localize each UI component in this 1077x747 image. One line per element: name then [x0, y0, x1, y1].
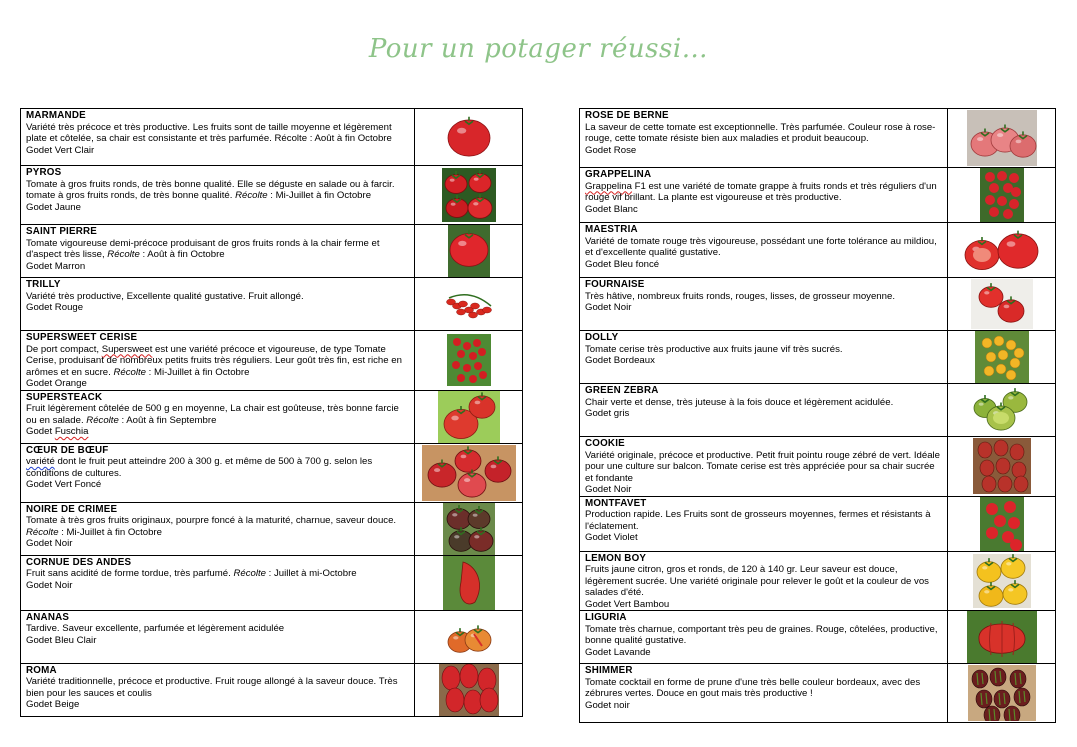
- variety-row: [21, 225, 523, 278]
- variety-description: [585, 397, 944, 409]
- noire-de-crimee-photo: [443, 503, 495, 555]
- pot-color-label: Godet Orange: [26, 378, 87, 389]
- description-segment: Fruit sans acidité de forme tordue, très parfumé.: [26, 568, 234, 579]
- variety-name: ROSE DE BERNE: [585, 110, 669, 121]
- page-title: Pour un potager réussi…: [368, 34, 709, 64]
- pot-color-label: Godet Beige: [26, 699, 80, 710]
- description-segment: : Mi-Juillet à fin Octobre: [145, 366, 250, 378]
- variety-row: [21, 166, 523, 225]
- variety-description-cell: [21, 109, 415, 166]
- cookie-photo: [973, 438, 1031, 494]
- variety-row: [580, 384, 1056, 437]
- description-segment: Supersweet: [101, 343, 153, 355]
- variety-photo-cell: [948, 437, 1056, 497]
- variety-description: [26, 122, 411, 145]
- pot-color-label: Godet Rose: [585, 144, 637, 156]
- variety-photo-cell: [415, 278, 523, 331]
- coeur-de-boeuf-photo: [422, 445, 516, 501]
- variety-description-cell: [21, 663, 415, 716]
- description-segment: Variété traditionnelle, précoce et productive. Fruit rouge allongé à la saveur douce. Très bien pour les sauces et coulis: [26, 676, 398, 699]
- variety-row: [21, 555, 523, 610]
- pot-color-label: Godet Noir: [26, 538, 73, 549]
- ananas-photo: [444, 616, 494, 658]
- variety-name: ROMA: [26, 664, 57, 676]
- pot-color-label: Godet Bordeaux: [585, 355, 655, 366]
- variety-description: [26, 403, 411, 426]
- description-segment: Récolte: [26, 526, 59, 538]
- variety-description-cell: [580, 551, 948, 611]
- description-segment: Tomate cerise très productive aux fruits jaune vif très sucrés.: [585, 343, 843, 355]
- variety-description: [26, 344, 411, 379]
- description-segment: variété: [26, 456, 55, 467]
- description-segment: Chair verte et dense, très juteuse à la fois douce et légèrement acidulée.: [585, 396, 894, 408]
- description-segment: Très hâtive, nombreux fruits ronds, rouges, lisses, de grosseur moyenne.: [585, 290, 895, 302]
- description-segment: est une variété précoce et vigoureuse, de type Tomate Cerise, produisant de nombreux petits fruits très réguliers. Leur goût très fin, est riche en arômes et en sucre.: [26, 343, 402, 378]
- variety-description: [585, 509, 944, 532]
- variety-name: FOURNAISE: [585, 279, 645, 290]
- description-segment: Tomate très charnue, comportant très peu de graines. Rouge, côtelées, productive, bonne qualité gustative.: [585, 623, 938, 646]
- variety-row: [21, 663, 523, 716]
- variety-photo-cell: [948, 331, 1056, 384]
- variety-name: CORNUE DES ANDES: [26, 556, 132, 568]
- variety-photo-cell: [415, 610, 523, 663]
- maestria-photo: [962, 223, 1042, 277]
- variety-description: [26, 456, 411, 479]
- roma-photo: [439, 664, 499, 716]
- description-segment: Fruit légèrement côtelée de 500 g en moyenne, La chair est goûteuse, très bonne farcie ou en salade.: [26, 403, 399, 426]
- variety-row: [21, 443, 523, 502]
- variety-description: [585, 291, 944, 303]
- variety-row: [21, 610, 523, 663]
- shimmer-photo: [968, 665, 1036, 721]
- variety-description: [585, 344, 944, 356]
- description-segment: Variété de tomate rouge très vigoureuse, possédant une forte tolérance au mildiou, et d'excellente qualité gustative.: [585, 235, 937, 258]
- description-segment: Tomate à très gros fruits originaux, pourpre foncé à la maturité, charnue, saveur douce.: [26, 515, 397, 526]
- variety-description-cell: [21, 502, 415, 555]
- variety-row: [580, 437, 1056, 497]
- variety-name: SUPERSTEACK: [26, 391, 103, 403]
- description-segment: Variété très précoce et très productive. Les fruits sont de taille moyenne et légèrement plate et côtelée, sa chair est consistante et très parfumée. Récolte : Août à fin Octobre: [26, 121, 392, 144]
- pot-color-label: Godet Vert Clair: [26, 144, 95, 156]
- variety-name: MARMANDE: [26, 110, 86, 121]
- variety-photo-cell: [948, 496, 1056, 551]
- variety-row: [580, 551, 1056, 611]
- description-segment: Récolte: [235, 190, 268, 201]
- variety-photo-cell: [415, 390, 523, 443]
- lemon-boy-photo: [973, 554, 1031, 608]
- variety-row: [580, 278, 1056, 331]
- supersteack-photo: [438, 391, 500, 443]
- variety-photo-cell: [948, 278, 1056, 331]
- variety-row: [21, 109, 523, 166]
- description-segment: Variété très productive, Excellente qualité gustative. Fruit allongé.: [26, 290, 304, 302]
- variety-description-cell: [580, 384, 948, 437]
- variety-name: LEMON BOY: [585, 552, 647, 564]
- variety-description-cell: [21, 443, 415, 502]
- pot-color-label: Godet Vert Bambou: [585, 598, 670, 610]
- variety-name: DOLLY: [585, 332, 619, 343]
- description-segment: : Mi-Juillet à fin Octobre: [58, 526, 162, 538]
- variety-description-cell: [21, 278, 415, 331]
- variety-photo-cell: [415, 555, 523, 610]
- description-segment: Récolte: [233, 568, 266, 579]
- saint-pierre-photo: [448, 225, 490, 277]
- left-variety-table: [20, 108, 523, 717]
- variety-description: [26, 515, 411, 538]
- trilly-photo: [443, 284, 495, 324]
- montfavet-photo: [980, 497, 1024, 551]
- variety-name: LIGURIA: [585, 612, 627, 623]
- description-segment: F1 est une variété de tomate grappe à fruits ronds et très réguliers d'un rouge vif brillant. La plante est vigoureuse et très productive.: [585, 180, 937, 203]
- pot-color-label: Godet Marron: [26, 260, 86, 272]
- description-segment: Récolte: [86, 414, 119, 426]
- variety-photo-cell: [948, 611, 1056, 664]
- variety-photo-cell: [415, 502, 523, 555]
- description-segment: Tomate vigoureuse demi-précoce produisant de gros fruits ronds à la chair ferme et d'aspect très lisse,: [26, 237, 380, 260]
- variety-name: PYROS: [26, 167, 62, 178]
- grappelina-photo: [980, 168, 1024, 222]
- pot-color-label: Godet gris: [585, 408, 630, 419]
- description-segment: Récolte: [113, 366, 146, 378]
- variety-photo-cell: [948, 223, 1056, 278]
- variety-description-cell: [580, 109, 948, 168]
- variety-photo-cell: [415, 225, 523, 278]
- variety-description: [585, 181, 944, 204]
- description-segment: Tomate cocktail en forme de prune d'une très belle couleur bordeaux, avec des zébrures vertes. Douce en gout mais très productive !: [585, 676, 921, 699]
- description-segment: : Août à fin Octobre: [139, 249, 225, 260]
- description-segment: : Août à fin Septembre: [118, 414, 217, 426]
- variety-row: [21, 390, 523, 443]
- variety-photo-cell: [948, 384, 1056, 437]
- variety-description: [26, 676, 411, 699]
- variety-description-cell: [21, 390, 415, 443]
- pot-color-label: Godet Jaune: [26, 201, 81, 213]
- variety-description-cell: [580, 168, 948, 223]
- variety-row: [580, 223, 1056, 278]
- variety-name: GRAPPELINA: [585, 169, 652, 180]
- variety-description: [26, 568, 411, 580]
- variety-row: [21, 278, 523, 331]
- variety-description-cell: [580, 611, 948, 664]
- green-zebra-photo: [971, 386, 1033, 434]
- variety-photo-cell: [415, 109, 523, 166]
- variety-description-cell: [21, 555, 415, 610]
- variety-name: MONTFAVET: [585, 497, 647, 509]
- pot-color-text: Godet Fuschia: [26, 426, 89, 437]
- description-segment: Production rapide. Les Fruits sont de grosseurs moyennes, fermes et résistants à l'éclatement.: [585, 509, 931, 532]
- pot-color-label: Godet Violet: [585, 532, 638, 543]
- variety-name: COOKIE: [585, 438, 625, 449]
- variety-row: [580, 168, 1056, 223]
- variety-photo-cell: [948, 551, 1056, 611]
- description-segment: Tardive. Saveur excellente, parfumée et légèrement acidulée: [26, 623, 285, 634]
- description-segment: Variété originale, précoce et productive. Petit fruit pointu rouge zébré de vert. Idéale pour une culture sur balcon. Tomate cerise est très appréciée pour sa chair sucrée et fondante: [585, 449, 940, 484]
- description-segment: dont le fruit peut atteindre 200 à 300 g. et même de 500 à 700 g. selon les conditions de cultures.: [26, 456, 373, 479]
- description-segment: : Mi-Juillet à fin Octobre: [267, 190, 372, 201]
- variety-name: SUPERSWEET CERISE: [26, 332, 138, 343]
- cornue-des-andes-photo: [443, 556, 495, 610]
- variety-description-cell: [580, 437, 948, 497]
- variety-description: [26, 623, 411, 635]
- variety-name: TRILLY: [26, 279, 61, 290]
- variety-description-cell: [580, 331, 948, 384]
- variety-description-cell: [580, 496, 948, 551]
- variety-row: [21, 502, 523, 555]
- variety-row: [580, 496, 1056, 551]
- variety-name: MAESTRIA: [585, 224, 638, 235]
- description-segment: : Juillet à mi-Octobre: [265, 568, 357, 579]
- supersweet-photo: [447, 334, 491, 386]
- variety-row: [580, 611, 1056, 664]
- variety-name: NOIRE DE CRIMEE: [26, 503, 118, 515]
- variety-description: [585, 624, 944, 647]
- variety-row: [580, 331, 1056, 384]
- variety-description: [585, 450, 944, 485]
- variety-row: [580, 109, 1056, 168]
- variety-photo-cell: [415, 663, 523, 716]
- variety-description-cell: [580, 664, 948, 723]
- pot-color-label: Godet Noir: [585, 302, 632, 313]
- variety-description-cell: [580, 278, 948, 331]
- variety-description: [585, 564, 944, 599]
- variety-description-cell: [580, 223, 948, 278]
- variety-photo-cell: [948, 168, 1056, 223]
- pot-color-label: Godet Rouge: [26, 302, 84, 313]
- variety-photo-cell: [948, 664, 1056, 723]
- variety-name: GREEN ZEBRA: [585, 385, 659, 396]
- description-segment: La saveur de cette tomate est exceptionnelle. Très parfumée. Couleur rose à rose-rouge, cette tomate résiste bien aux maladies et produit beaucoup.: [585, 121, 936, 144]
- description-segment: Tomate à gros fruits ronds, de très bonne qualité. Elle se déguste en salade ou à farcir. tomate à gros fruits ronds, de très bonne qualité.: [26, 178, 395, 201]
- variety-photo-cell: [415, 166, 523, 225]
- dolly-photo: [975, 331, 1029, 383]
- variety-name: SHIMMER: [585, 665, 633, 676]
- right-variety-table: [579, 108, 1056, 723]
- variety-description: [26, 179, 411, 202]
- description-segment: Fruits jaune citron, gros et ronds, de 120 à 140 gr. Leur saveur est douce, légèrement sucrée. Une variété originale pour relever le goût et la couleur de vos salades d'été.: [585, 564, 929, 598]
- variety-description-cell: [21, 331, 415, 391]
- pot-color-label: Godet Vert Foncé: [26, 479, 102, 490]
- variety-row: [21, 331, 523, 391]
- fournaise-photo: [971, 279, 1033, 329]
- variety-description-cell: [21, 225, 415, 278]
- variety-name: SAINT PIERRE: [26, 226, 97, 237]
- variety-row: [580, 664, 1056, 723]
- variety-description-cell: [21, 610, 415, 663]
- variety-name: ANANAS: [26, 611, 70, 623]
- pot-color-label: Godet noir: [585, 699, 630, 711]
- liguria-photo: [967, 611, 1037, 663]
- variety-photo-cell: [415, 443, 523, 502]
- pot-color-label: Godet Bleu foncé: [585, 258, 660, 270]
- variety-description: [26, 291, 411, 303]
- pyros-photo: [442, 168, 496, 222]
- pot-color-label: Godet Noir: [26, 579, 73, 591]
- variety-description: [585, 122, 944, 145]
- variety-description: [26, 238, 411, 261]
- pot-color-label: Godet Bleu Clair: [26, 634, 97, 646]
- variety-description: [585, 236, 944, 259]
- marmande-photo: [439, 112, 499, 162]
- variety-photo-cell: [415, 331, 523, 391]
- variety-description-cell: [21, 166, 415, 225]
- variety-photo-cell: [948, 109, 1056, 168]
- pot-color-label: [26, 426, 411, 438]
- description-segment: Grappelina: [585, 180, 632, 192]
- variety-description: [585, 677, 944, 700]
- pot-color-label: Godet Noir: [585, 484, 632, 495]
- description-segment: De port compact,: [26, 343, 102, 355]
- rose-de-berne-photo: [967, 110, 1037, 166]
- pot-color-label: Godet Blanc: [585, 203, 638, 215]
- description-segment: Récolte: [107, 249, 140, 260]
- pot-color-label: Godet Lavande: [585, 646, 651, 658]
- variety-name: CŒUR DE BŒUF: [26, 444, 109, 456]
